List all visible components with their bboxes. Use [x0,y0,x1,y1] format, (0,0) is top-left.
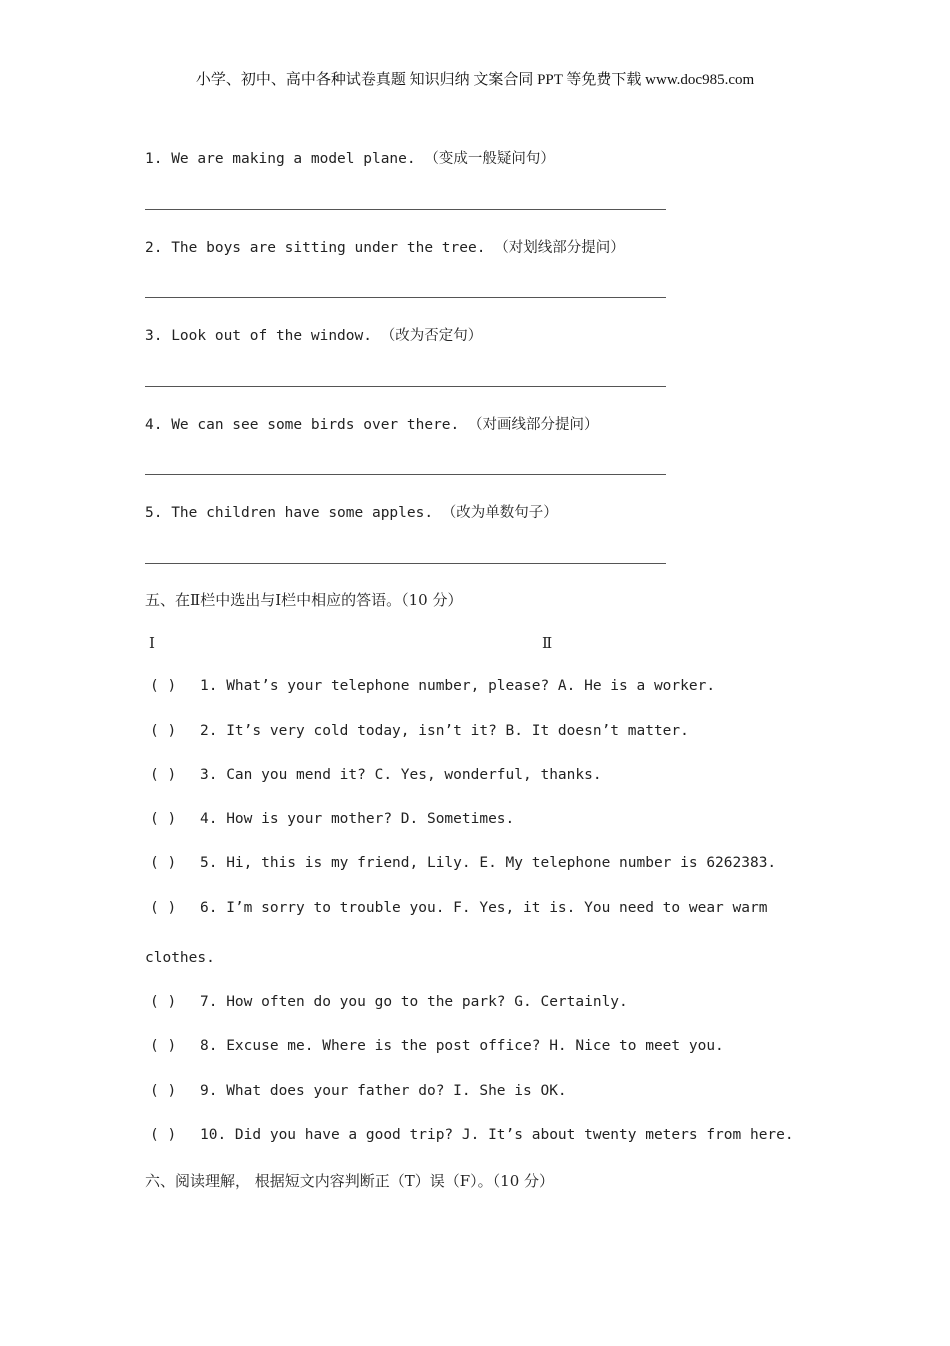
answer-blank[interactable]: ( ) [150,900,177,916]
question-5: 5. The children have some apples. （改为单数句子） [145,505,558,521]
match-row-9: ( ) 9. What does your father do? I. She is OK. [150,1083,567,1099]
page-header: 小学、初中、高中各种试卷真题 知识归纳 文案合同 PPT 等免费下载 www.doc985.com [195,72,755,88]
answer-line-5 [145,563,666,564]
column-1-label: Ⅰ [149,634,155,652]
question-3: 3. Look out of the window. （改为否定句） [145,328,483,344]
match-row-1: ( ) 1. What’s your telephone number, please? A. He is a worker. [150,678,716,694]
column-2-label: Ⅱ [542,634,553,652]
section-5-title: 五、在Ⅱ栏中选出与Ⅰ栏中相应的答语。（10 分） [145,591,463,609]
match-row-5: ( ) 5. Hi, this is my friend, Lily. E. My telephone number is 6262383. [150,855,777,871]
answer-line-3 [145,386,666,387]
answer-blank[interactable]: ( ) [150,1038,177,1054]
answer-line-1 [145,209,666,210]
match-row-4: ( ) 4. How is your mother? D. Sometimes. [150,811,515,827]
match-row-6: ( ) 6. I’m sorry to trouble you. F. Yes, it is. You need to wear warm [150,900,768,916]
match-row-6-continuation: clothes. [145,950,215,966]
question-4: 4. We can see some birds over there. （对画线部分提问） [145,417,599,433]
answer-blank[interactable]: ( ) [150,723,177,739]
answer-blank[interactable]: ( ) [150,1083,177,1099]
match-row-2: ( ) 2. It’s very cold today, isn’t it? B. It doesn’t matter. [150,723,689,739]
match-row-10: ( ) 10. Did you have a good trip? J. It’s about twenty meters from here. [150,1127,794,1143]
answer-blank[interactable]: ( ) [150,811,177,827]
question-2: 2. The boys are sitting under the tree. （对划线部分提问） [145,240,625,256]
answer-blank[interactable]: ( ) [150,678,177,694]
answer-blank[interactable]: ( ) [150,994,177,1010]
answer-line-4 [145,474,666,475]
answer-blank[interactable]: ( ) [150,767,177,783]
answer-blank[interactable]: ( ) [150,1127,177,1143]
match-row-8: ( ) 8. Excuse me. Where is the post office? H. Nice to meet you. [150,1038,724,1054]
question-1: 1. We are making a model plane. （变成一般疑问句） [145,151,555,167]
match-row-7: ( ) 7. How often do you go to the park? G. Certainly. [150,994,628,1010]
section-6-title: 六、阅读理解， 根据短文内容判断正（T）误（F）。（10 分） [145,1172,555,1190]
answer-line-2 [145,297,666,298]
answer-blank[interactable]: ( ) [150,855,177,871]
match-row-3: ( ) 3. Can you mend it? C. Yes, wonderful, thanks. [150,767,602,783]
